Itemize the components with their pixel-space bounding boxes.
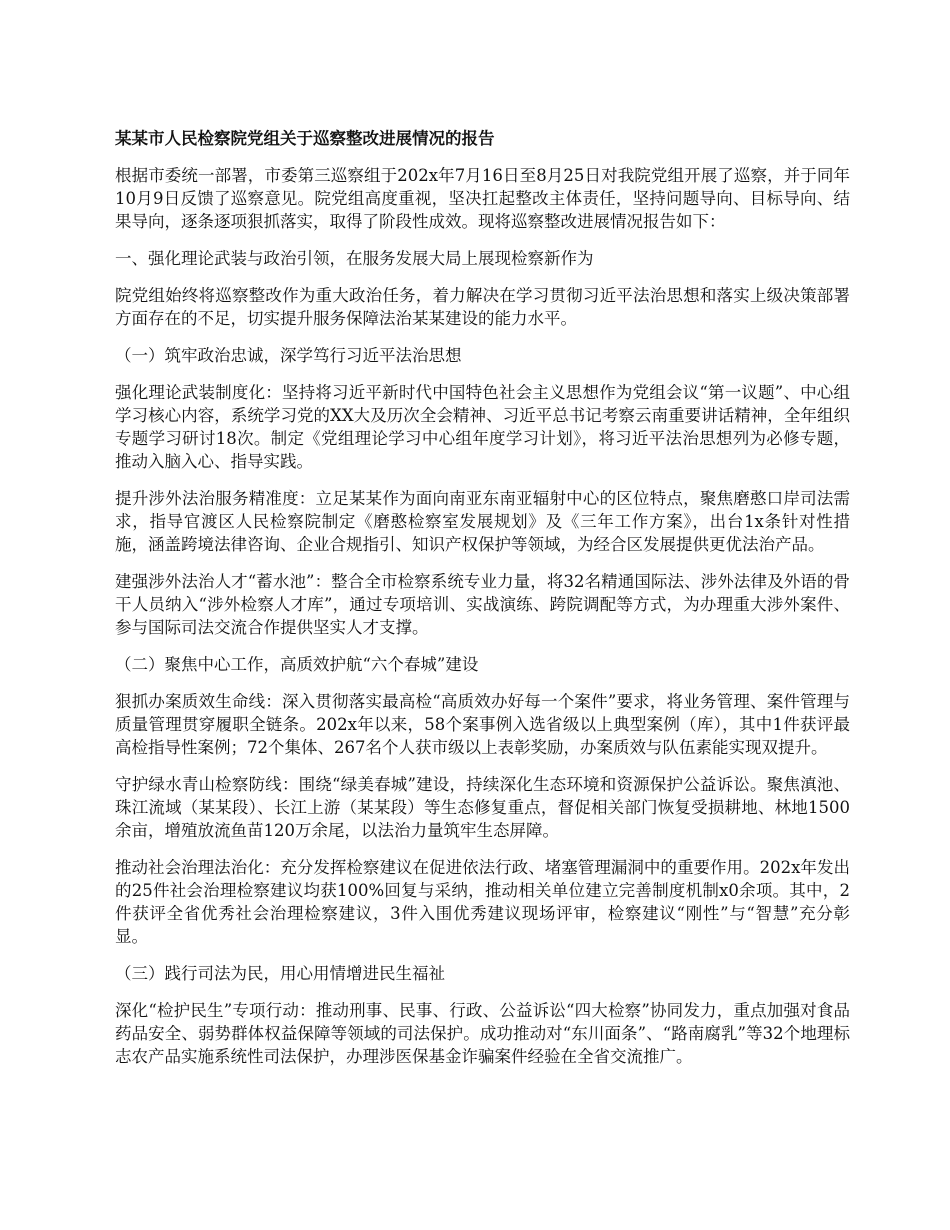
section-1-intro: 院党组始终将巡察整改作为重大政治任务，着力解决在学习贯彻习近平法治思想和落实上级决策部署方面存在的不足，切实提升服务保障法治某某建设的能力水平。 xyxy=(115,286,850,328)
document-title: 某某市人民检察院党组关于巡察整改进展情况的报告 xyxy=(115,129,495,148)
body-paragraph: 建强涉外法治人才“蓄水池”：整合全市检察系统专业力量，将32名精通国际法、涉外法律及外语的骨干人员纳入“涉外检察人才库”，通过专项培训、实战演练、跨院调配等方式，为办理重大涉外案件、参与国际司法交流合作提供坚实人才支撑。 xyxy=(115,572,850,637)
body-paragraph: 推动社会治理法治化：充分发挥检察建议在促进依法行政、堵塞管理漏洞中的重要作用。202x年发出的25件社会治理检察建议均获100%回复与采纳，推动相关单位建立完善制度机制x0余项。其中，2件获评全省优秀社会治理检察建议，3件入围优秀建议现场评审，检察建议“刚性”与“智慧”充分彰显。 xyxy=(115,858,850,946)
document-page xyxy=(115,127,850,1082)
section-heading-1: 一、强化理论武装与政治引领，在服务发展大局上展现检察新作为 xyxy=(115,249,594,268)
subsection-heading-3: （三）践行司法为民，用心用情增进民生福祉 xyxy=(115,964,445,983)
subsection-heading-2: （二）聚焦中心工作，高质效护航“六个春城”建设 xyxy=(115,655,479,674)
body-paragraph: 狠抓办案质效生命线：深入贯彻落实最高检“高质效办好每一个案件”要求，将业务管理、案件管理与质量管理贯穿履职全链条。202x年以来，58个案事例入选省级以上典型案例（库），其中1件获评最高检指导性案例；72个集体、267名个人获市级以上表彰奖励，办案质效与队伍素能实现双提升。 xyxy=(115,692,850,757)
body-paragraph: 守护绿水青山检察防线：围绕“绿美春城”建设，持续深化生态环境和资源保护公益诉讼。聚焦滇池、珠江流域（某某段）、长江上游（某某段）等生态修复重点，督促相关部门恢复受损耕地、林地1500余亩，增殖放流鱼苗120万余尾，以法治力量筑牢生态屏障。 xyxy=(115,775,850,840)
subsection-heading-1: （一）筑牢政治忠诚，深学笃行习近平法治思想 xyxy=(115,346,462,365)
body-paragraph: 强化理论武装制度化：坚持将习近平新时代中国特色社会主义思想作为党组会议“第一议题”、中心组学习核心内容，系统学习党的XX大及历次全会精神、习近平总书记考察云南重要讲话精神，全年组织专题学习研讨18次。制定《党组理论学习中心组年度学习计划》，将习近平法治思想列为必修专题，推动入脑入心、指导实践。 xyxy=(115,383,850,471)
intro-paragraph: 根据市委统一部署，市委第三巡察组于202x年7月16日至8月25日对我院党组开展了巡察，并于同年10月9日反馈了巡察意见。院党组高度重视，坚决扛起整改主体责任，坚持问题导向、目标导向、结果导向，逐条逐项狠抓落实，取得了阶段性成效。现将巡察整改进展情况报告如下： xyxy=(115,166,850,231)
body-paragraph: 深化“检护民生”专项行动：推动刑事、民事、行政、公益诉讼“四大检察”协同发力，重点加强对食品药品安全、弱势群体权益保障等领域的司法保护。成功推动对“东川面条”、“路南腐乳”等32个地理标志农产品实施系统性司法保护，办理涉医保基金诈骗案件经验在全省交流推广。 xyxy=(115,1001,850,1066)
body-paragraph: 提升涉外法治服务精准度：立足某某作为面向南亚东南亚辐射中心的区位特点，聚焦磨憨口岸司法需求，指导官渡区人民检察院制定《磨憨检察室发展规划》及《三年工作方案》，出台1x条针对性措施，涵盖跨境法律咨询、企业合规指引、知识产权保护等领域，为经合区发展提供更优法治产品。 xyxy=(115,489,850,554)
